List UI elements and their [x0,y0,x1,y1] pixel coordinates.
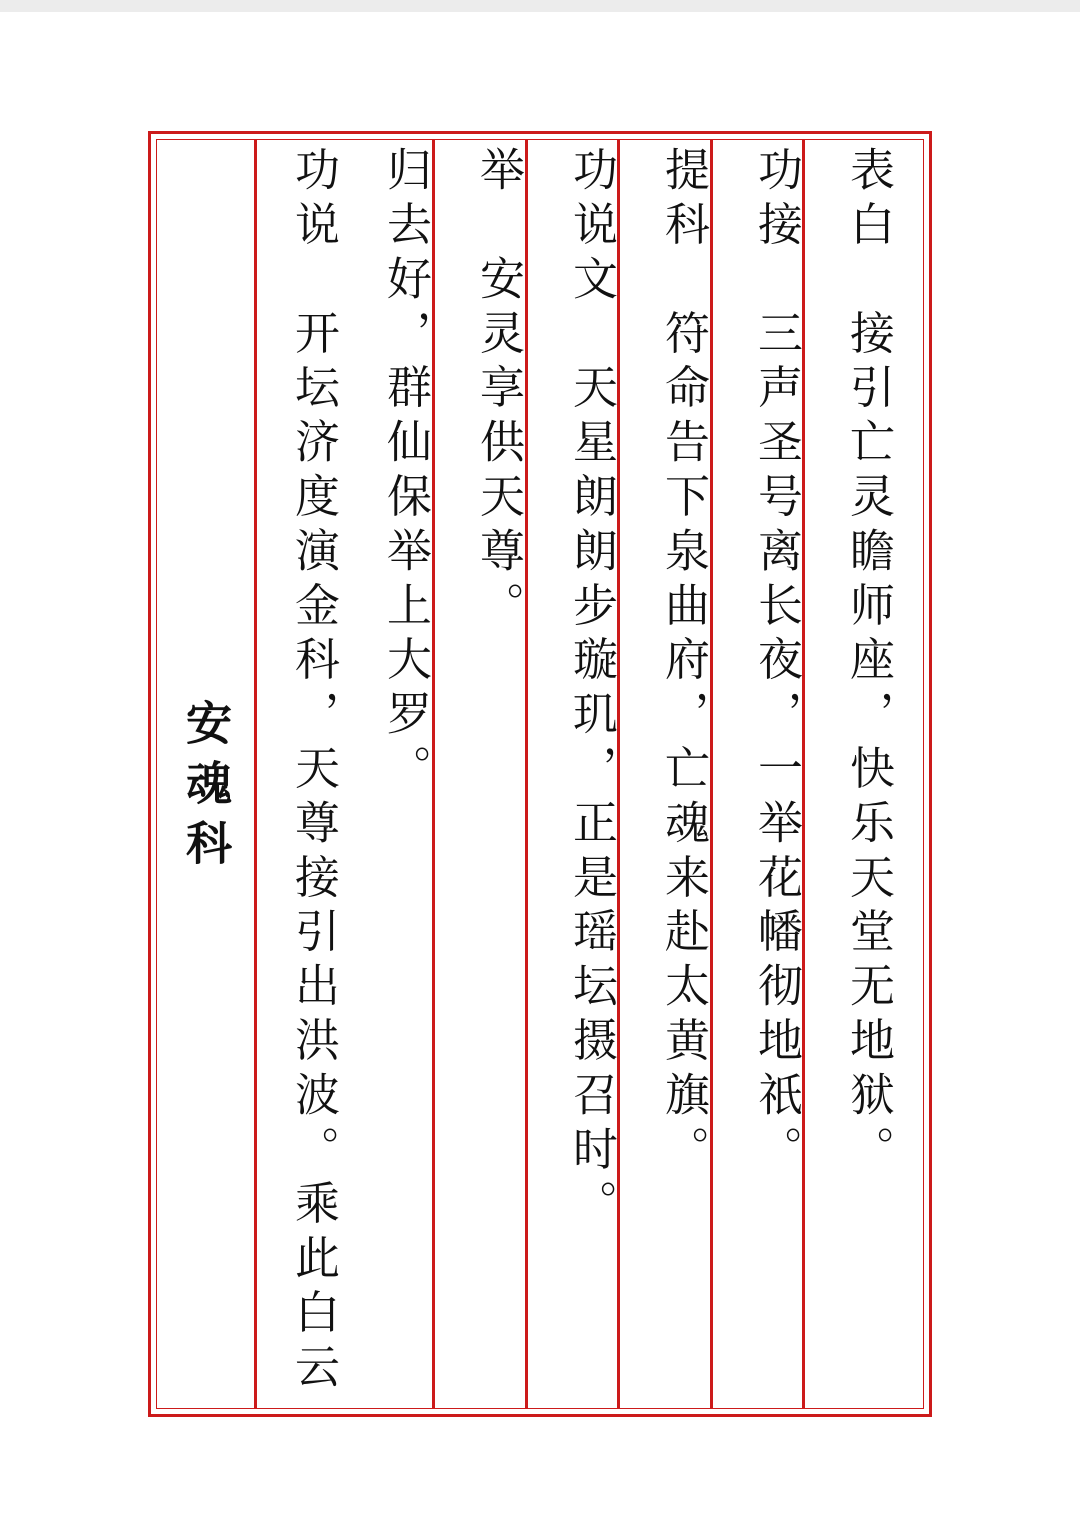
text-column-5: 举 安灵享供天尊。 [472,146,525,636]
top-band [0,0,1080,12]
text-column-7: 功说 开坛济度演金科，天尊接引出洪波。乘此白云 [287,146,340,1398]
text-column-2: 功接 三声圣号离长夜，一举花幡彻地祇。 [750,146,803,1180]
document-frame [148,131,932,1417]
text-column-1: 表白 接引亡灵瞻师座，快乐天堂无地狱。 [842,146,895,1180]
text-column-4: 功说文 天星朗朗步璇玑，正是瑶坛摄召时。 [565,146,618,1234]
document-title: 安魂科 [179,699,233,879]
text-column-3: 提科 符命告下泉曲府，亡魂来赴太黄旗。 [657,146,710,1180]
text-column-6: 归去好，群仙保举上大罗。 [379,146,432,799]
